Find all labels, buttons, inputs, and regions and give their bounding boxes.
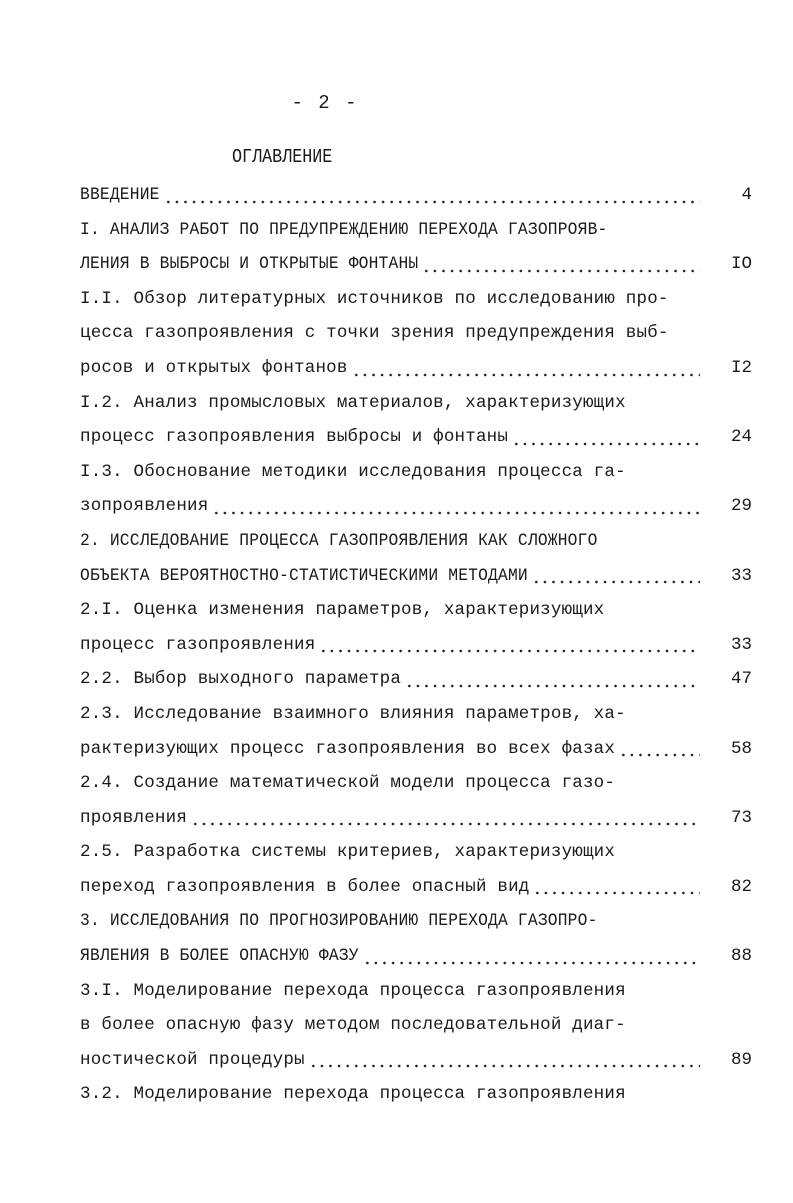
toc-entry-line [80, 974, 752, 1009]
toc-entry-line [80, 559, 752, 594]
toc-entry-text: 3.I. Моделирование перехода процесса газопроявления [80, 980, 626, 1001]
toc-entry-text: в более опасную фазу методом последовательной диаг- [80, 1015, 626, 1036]
toc-entry-line [80, 282, 752, 317]
toc-entry-text: I. АНАЛИЗ РАБОТ ПО ПРЕДУПРЕЖДЕНИЮ ПЕРЕХОДА ГАЗОПРОЯВ- [80, 219, 608, 240]
toc-page-number: 33 [730, 634, 752, 655]
toc-page-number: 24 [730, 427, 752, 448]
toc-page-number: I2 [730, 357, 752, 378]
toc-page-number: 47 [730, 669, 752, 690]
toc-entry-text: I.I. Обзор литературных источников по исследованию про- [80, 288, 669, 309]
toc-entry-text: переход газопроявления в более опасный вид [80, 876, 530, 897]
dot-leader [212, 511, 700, 515]
dot-leader [532, 580, 700, 584]
dot-leader [352, 373, 700, 377]
toc-entry-line [80, 697, 752, 732]
toc-entry-line [80, 1043, 752, 1078]
toc-entry-line [80, 316, 752, 351]
toc-entry-line [80, 662, 752, 697]
toc-entry-text: зопроявления [80, 496, 209, 517]
toc-entry-text: ОБЪЕКТА ВЕРОЯТНОСТНО-СТАТИСТИЧЕСКИМИ МЕТОДАМИ [80, 565, 528, 586]
toc-entry-text: процесс газопроявления выбросы и фонтаны [80, 427, 509, 448]
dot-leader [422, 269, 700, 273]
dot-leader [164, 200, 700, 204]
dot-leader [619, 753, 700, 757]
toc-entry-line [80, 524, 752, 559]
toc-page-number: 33 [730, 565, 752, 586]
dot-leader [191, 822, 700, 826]
toc-entry-text: цесса газопроявления с точки зрения предупреждения выб- [80, 323, 669, 344]
toc-entry-line [80, 178, 752, 213]
dot-leader [533, 891, 700, 895]
toc-entry-line [80, 1077, 752, 1112]
table-of-contents [80, 178, 752, 1112]
toc-title: ОГЛАВЛЕНИЕ [232, 146, 333, 168]
toc-entry-line [80, 801, 752, 836]
toc-page-number: 58 [730, 738, 752, 759]
toc-entry-line [80, 420, 752, 455]
toc-entry-line [80, 766, 752, 801]
toc-entry-text: ЛЕНИЯ В ВЫБРОСЫ И ОТКРЫТЫЕ ФОНТАНЫ [80, 254, 419, 275]
toc-entry-text: 2.4. Создание математической модели процесса газо- [80, 773, 616, 794]
toc-entry-line [80, 247, 752, 282]
toc-entry-text: ностической процедуры [80, 1049, 305, 1070]
toc-entry-line [80, 628, 752, 663]
toc-entry-text: 2.2. Выбор выходного параметра [80, 669, 402, 690]
toc-page-number: 4 [741, 185, 752, 205]
toc-entry-text: 3. ИССЛЕДОВАНИЯ ПО ПРОГНОЗИРОВАНИЮ ПЕРЕХОДА ГАЗОПРО- [80, 911, 598, 932]
toc-entry-text: процесс газопроявления [80, 634, 316, 655]
toc-entry-text: ВВЕДЕНИЕ [80, 185, 160, 205]
page-number: - 2 - [291, 92, 359, 114]
toc-entry-line [80, 732, 752, 767]
dot-leader [363, 961, 700, 965]
toc-entry-text: 2. ИССЛЕДОВАНИЕ ПРОЦЕССА ГАЗОПРОЯВЛЕНИЯ КАК СЛОЖНОГО [80, 530, 598, 551]
toc-entry-line [80, 351, 752, 386]
toc-entry-text: 2.5. Разработка системы критериев, характеризующих [80, 842, 616, 863]
toc-entry-line [80, 939, 752, 974]
toc-page-number: 73 [730, 807, 752, 828]
toc-entry-text: I.2. Анализ промысловых материалов, характеризующих [80, 392, 626, 413]
toc-entry-line [80, 213, 752, 248]
toc-page-number: 82 [730, 876, 752, 897]
toc-entry-line [80, 455, 752, 490]
dot-leader [319, 649, 700, 653]
toc-page-number: 89 [730, 1049, 752, 1070]
toc-entry-text: проявления [80, 807, 188, 828]
toc-entry-line [80, 904, 752, 939]
toc-entry-text: 2.I. Оценка изменения параметров, характеризующих [80, 600, 605, 621]
toc-entry-text: I.3. Обоснование методики исследования процесса га- [80, 461, 626, 482]
toc-entry-line [80, 1008, 752, 1043]
dot-leader [309, 1064, 700, 1068]
toc-page-number: IO [730, 254, 752, 275]
toc-page-number: 88 [730, 946, 752, 967]
toc-entry-text: рактеризующих процесс газопроявления во всех фазах [80, 738, 616, 759]
toc-entry-line [80, 870, 752, 905]
toc-entry-text: ЯВЛЕНИЯ В БОЛЕЕ ОПАСНУЮ ФАЗУ [80, 946, 359, 967]
toc-entry-text: 2.3. Исследование взаимного влияния параметров, ха- [80, 703, 626, 724]
toc-entry-line [80, 593, 752, 628]
toc-entry-text: росов и открытых фонтанов [80, 357, 348, 378]
dot-leader [405, 684, 700, 688]
toc-entry-line [80, 835, 752, 870]
dot-leader [512, 442, 700, 446]
toc-entry-line [80, 489, 752, 524]
toc-entry-line [80, 386, 752, 421]
toc-entry-text: 3.2. Моделирование перехода процесса газопроявления [80, 1084, 626, 1105]
toc-page-number: 29 [730, 496, 752, 517]
